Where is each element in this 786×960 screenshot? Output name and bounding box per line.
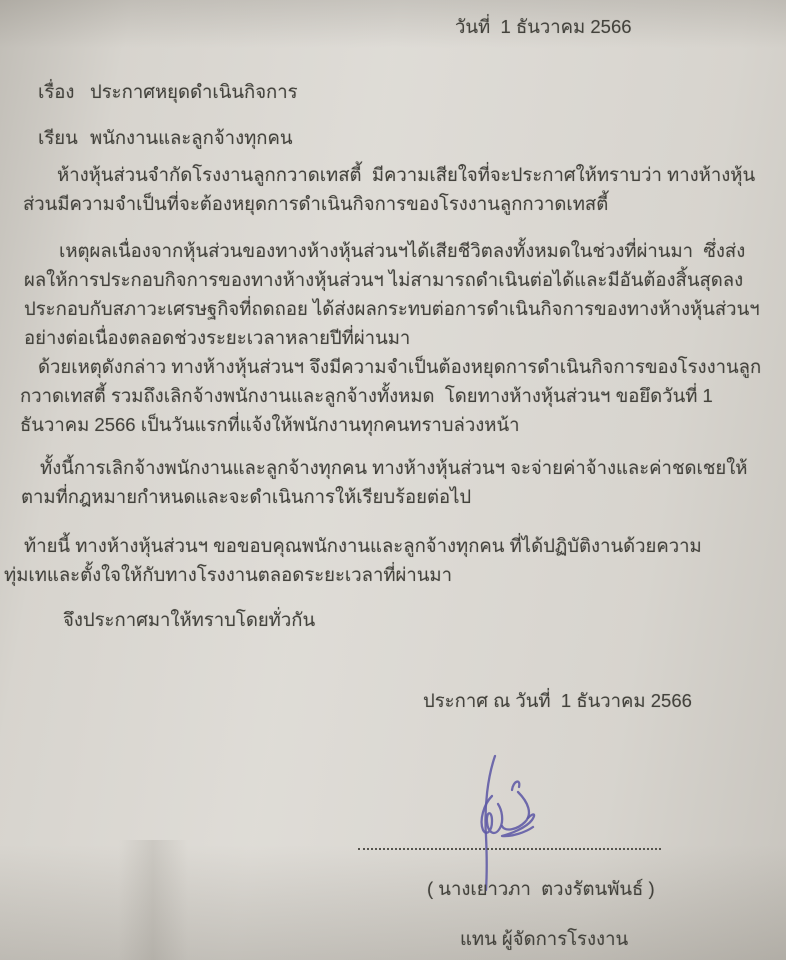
- paragraph-2: เหตุผลเนื่องจากหุ้นส่วนของทางห้างหุ้นส่วนฯได้เสียชีวิตลงทั้งหมดในช่วงที่ผ่านมา ซึ่งส่งผลให้การประกอบกิจการของทางห้างหุ้นส่วนฯ ไม่สามารถดำเนินต่อได้และมีอันต้องสิ้นสุดลง ประกอบกับสภาวะเศรษฐกิจที่ถดถอย ได้ส่งผลกระทบต่อการดำเนินกิจการของทางห้างหุ้นส่วนฯ อย่างต่อเนื่องตลอดช่วงระยะเวลาหลายปีที่ผ่านมา: [24, 240, 765, 348]
- announcement-line: ประกาศ ณ วันที่ 1 ธันวาคม 2566: [423, 690, 692, 711]
- paper-fold-shadow: [118, 840, 188, 960]
- salutation-row: [38, 123, 293, 152]
- signature-dotted-line: [358, 834, 661, 850]
- subject-text: ประกาศหยุดดำเนินกิจการ: [90, 81, 298, 102]
- subject-label: เรื่อง: [38, 81, 75, 102]
- salutation-text: พนักงานและลูกจ้างทุกคน: [90, 127, 293, 148]
- paragraph-5: ท้ายนี้ ทางห้างหุ้นส่วนฯ ขอขอบคุณพนักงานและลูกจ้างทุกคน ที่ได้ปฏิบัติงานด้วยความทุ่มเทและตั้งใจให้กับทางโรงงานตลอดระยะเวลาที่ผ่านมา: [4, 535, 702, 585]
- paragraph-4: ทั้งนี้การเลิกจ้างพนักงานและลูกจ้างทุกคน ทางห้างหุ้นส่วนฯ จะจ่ายค่าจ้างและค่าชดเชยให้ตามที่กฎหมายกำหนดและจะดำเนินการให้เรียบร้อยต่อไป: [21, 457, 748, 507]
- date-line: วันที่ 1 ธันวาคม 2566: [455, 16, 632, 37]
- paragraph-3: ด้วยเหตุดังกล่าว ทางห้างหุ้นส่วนฯ จึงมีความจำเป็นต้องหยุดการดำเนินกิจการของโรงงานลูกกวาดเทสตี้ รวมถึงเลิกจ้างพนักงานและลูกจ้างทั้งหมด โดยทางห้างหุ้นส่วนฯ ขอยึดวันที่ 1 ธันวาคม 2566 เป็นวันแรกที่แจ้งให้พนักงานทุกคนทราบล่วงหน้า: [20, 356, 762, 435]
- closing-line: จึงประกาศมาให้ทราบโดยทั่วกัน: [63, 609, 316, 630]
- subject-row: [38, 77, 298, 106]
- letter-body: [0, 160, 786, 634]
- signer-name: ( นางเยาวภา ตวงรัตนพันธ์ ): [427, 878, 655, 899]
- salutation-label: เรียน: [38, 127, 78, 148]
- paragraph-1: ห้างหุ้นส่วนจำกัดโรงงานลูกกวาดเทสตี้ มีความเสียใจที่จะประกาศให้ทราบว่า ทางห้างหุ้นส่วนมีความจำเป็นที่จะต้องหยุดการดำเนินกิจการของโรงงานลูกกวาดเทสตี้: [23, 164, 756, 214]
- signer-title: แทน ผู้จัดการโรงงาน: [460, 928, 629, 949]
